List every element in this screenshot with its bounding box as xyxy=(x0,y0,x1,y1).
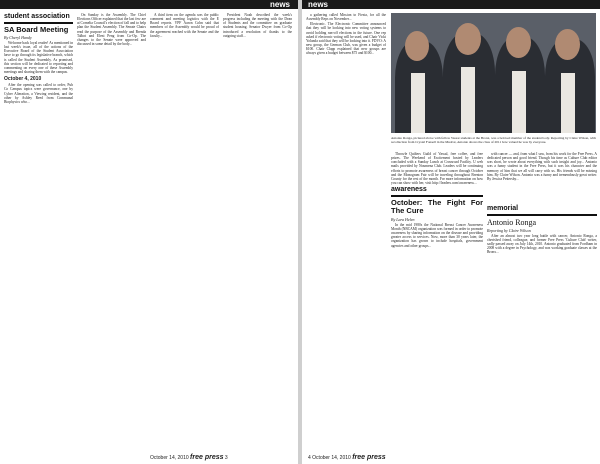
article-body-col4: President Noah described the week's progress including the meeting with the Dean of Students and the committee on graduate student housing. Senator Dwyer from Co-Op introduced a resolution of thanks to the outgoing staff... xyxy=(223,13,292,38)
section-title-student-association: student association xyxy=(4,13,70,20)
right-column-1 xyxy=(306,13,386,57)
footer-date: October 14, 2010 xyxy=(150,455,189,461)
article-byline: By Cheryl Handy xyxy=(4,35,32,40)
memorial-photo xyxy=(391,13,596,133)
left-page xyxy=(0,0,298,464)
memorial-byline: Reporting by Claire Wilson xyxy=(487,227,531,233)
memorial-body: After an almost two year long battle with cancer, Antonio Ronga, a cherished friend, colleague, and former Free Press 'Culture Club' writer, sadly passed away on July 14th, 2010. Antonio graduated from Fordham in 2008 with a degree in Psychology, and was working graduate classes at the Bronx... xyxy=(487,233,597,255)
column-one-text: Electronic. The Electronic Committee announced that they will be looking into new voting systems to avoid holding run-off elections in the future. One rep asked if electronic voting will be used, and Chair Vicki Yolanda said that they will be looking into it. FDVO: A new group, the German Club, was given a budget of $100. Chair Clapp explained that new groups are always given a budget between $75 and $100... xyxy=(306,22,386,56)
footer-paper-name: free press xyxy=(352,454,386,461)
footer-page-number: 4 xyxy=(308,455,311,461)
awareness-byline: By Lara Helen xyxy=(391,216,415,222)
right-page xyxy=(302,0,600,464)
footer-paper-name: free press xyxy=(190,454,224,461)
top-text: a gathering called Mission to Fiesta, for all the Assembly Reps on November... xyxy=(306,13,386,22)
meeting-date: October 4, 2010 xyxy=(4,76,42,83)
memorial-section xyxy=(487,205,597,255)
section-title-awareness: awareness xyxy=(391,186,427,194)
right-column-2 xyxy=(391,152,483,249)
photo-caption: Antonio Ronga, pictured above with fellow Vassar students at the Bronx, was a beloved member of the student body. Reporting by Claire Wilson, with recollection from Crystal Fonsell in the Mudcat, Antonio shows the class of 2011 how valued he was by everyone. xyxy=(391,136,596,144)
right-column-3 xyxy=(487,152,597,182)
article-body-col3: A third item on the agenda was the public comment and meeting logistics with the E Board reports. VPF Aaron Cohn said that members of the Assembly would be proud of the agreement reached with the Senate and the faculty... xyxy=(150,13,219,38)
article-body-col2: On Sunday is the Assembly. The Chief Elections Officer explained that the last few are at Cornelia Council's election of fall and to help plan the Student Assembly. The Senate Chairs read the purpose of the Assembly and Brenda Talbot and Eleni Peng from Co-Op. The changes to the Senate were approved and discussed in some detail by the body... xyxy=(77,13,146,47)
right-footer xyxy=(308,454,386,462)
left-column-1 xyxy=(4,13,73,105)
article-intro: Welcome back loyal reader! As mentioned in last week's issue, all of the actions of the Executive Board of the Student Association have to go through its legislative branch, which is called the Student Assembly. As promised, this section will be dedicated to reporting and commenting on every one of these Assembly meetings and sharing them with the campus. xyxy=(4,41,73,75)
left-column-4 xyxy=(223,13,292,39)
right-page-header: news xyxy=(302,0,600,9)
left-column-3 xyxy=(150,13,219,39)
article-body-col1: After the opening was called to order, Pub Co Campus topics were governance, one by Cyber Alteration, a Viewing resident, and the other by Ashley Reed from Communal Biophysics who... xyxy=(4,83,73,104)
article-headline: SA Board Meeting xyxy=(4,24,69,34)
awareness-body: In the mid 1980s the National Breast Cancer Awareness Month (NBCAM) organization was formed in order to promote awareness by sharing information on the disease and providing greater access to services. Now, more than 30 years later, the organization has grown to include hospitals, government agencies and other groups... xyxy=(391,222,483,248)
left-column-2 xyxy=(77,13,146,47)
section-rule xyxy=(487,214,597,216)
awareness-headline: October: The Fight For The Cure xyxy=(391,197,483,216)
memorial-lead: with cancer — and, from what I saw, from his work for the Free Press. A dedicated person and good friend. Though his time as Culture Club editor was short, he wrote about everything with such insight and joy... Antonio was a funny student in the Free Press, but it was his character and the memory of him that we all will carry with us. His friends will be missing him. By Claire Wilson. Antonio was a funny and tremendously great writer. By Jessica Pettersby... xyxy=(487,152,597,181)
footer-page-number: 3 xyxy=(224,455,228,461)
section-rule xyxy=(4,22,73,24)
column-two-text: Throwle Quilters Guild of Vassal, free coffee, and free prizes. The Weekend of Excitement hosted by Leaders concluded with a Sunday Lunch at Crossroad Facility. U web mails provided by Noumena Club. Leaders will be continuing efforts to promote awareness of breast cancer through October and the Monogram Fair will be traveling throughout Brenton County for the rest of the month. For more information on how you can show with her, visit http://leaders.com/awareness... xyxy=(391,152,483,186)
left-page-header: news xyxy=(0,0,298,9)
memorial-headline: Antonio Ronga xyxy=(487,217,537,227)
section-rule xyxy=(391,195,483,197)
footer-date: October 14, 2010 xyxy=(312,455,351,461)
left-footer xyxy=(150,454,228,462)
section-title-memorial: memorial xyxy=(487,205,519,212)
